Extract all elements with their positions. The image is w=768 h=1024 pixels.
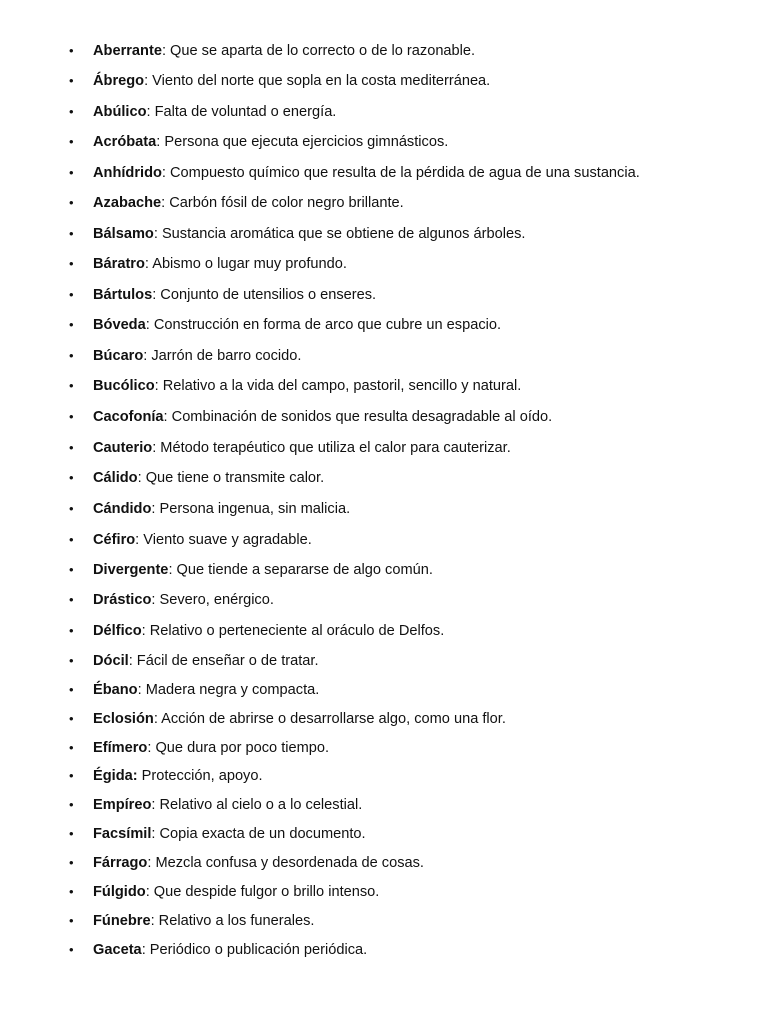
entry-definition: : Que despide fulgor o brillo intenso. — [145, 884, 380, 900]
entry-term: Ábrego — [93, 73, 145, 89]
entry-definition: : Mezcla confusa y desordenada de cosas. — [147, 855, 424, 871]
glossary-entry — [66, 499, 350, 519]
glossary-entry — [66, 254, 347, 274]
entry-definition: : Sustancia aromática que se obtiene de algunos árboles. — [153, 226, 526, 242]
glossary-entry — [66, 766, 263, 786]
bullet-icon: • — [69, 348, 74, 363]
entry-definition: : Conjunto de utensilios o enseres. — [152, 287, 377, 303]
entry-definition: : Periódico o publicación periódica. — [141, 942, 368, 958]
bullet-icon: • — [69, 73, 74, 88]
bullet-icon: • — [69, 287, 74, 302]
glossary-entry — [66, 940, 367, 960]
entry-definition: : Relativo o perteneciente al oráculo de Delfos. — [141, 623, 445, 639]
entry-definition: : Relativo a la vida del campo, pastoril, sencillo y natural. — [154, 378, 522, 394]
entry-definition: : Persona que ejecuta ejercicios gimnásticos. — [156, 134, 449, 150]
glossary-entry — [66, 376, 521, 396]
entry-term: Gaceta — [93, 942, 142, 958]
entry-term: Fúlgido — [93, 884, 146, 900]
bullet-icon: • — [69, 226, 74, 241]
bullet-icon: • — [69, 409, 74, 424]
entry-definition: : Viento suave y agradable. — [135, 532, 312, 548]
glossary-entry — [66, 621, 444, 641]
entry-term: Cacofonía — [93, 409, 164, 425]
entry-definition: : Acción de abrirse o desarrollarse algo, como una flor. — [153, 711, 506, 727]
glossary-entry — [66, 709, 506, 729]
glossary-entry — [66, 590, 274, 610]
bullet-icon: • — [69, 43, 74, 58]
entry-term: Bálsamo — [93, 226, 154, 242]
glossary-entry — [66, 468, 324, 488]
entry-definition: : Construcción en forma de arco que cubre un espacio. — [145, 317, 502, 333]
glossary-entry — [66, 882, 379, 902]
entry-term: Cándido — [93, 501, 152, 517]
bullet-icon: • — [69, 592, 74, 607]
glossary-entry — [66, 911, 314, 931]
entry-definition: : Carbón fósil de color negro brillante. — [161, 195, 404, 211]
entry-term: Empíreo — [93, 797, 152, 813]
entry-definition: : Copia exacta de un documento. — [151, 826, 366, 842]
glossary-entry — [66, 346, 301, 366]
entry-term: Cauterio — [93, 440, 153, 456]
entry-definition: : Persona ingenua, sin malicia. — [151, 501, 351, 517]
entry-definition: : Compuesto químico que resulta de la pérdida de agua de una sustancia. — [161, 165, 640, 181]
entry-term: Azabache — [93, 195, 162, 211]
entry-term: Acróbata — [93, 134, 157, 150]
entry-term: Délfico — [93, 623, 142, 639]
bullet-icon: • — [69, 942, 74, 957]
bullet-icon: • — [69, 256, 74, 271]
bullet-icon: • — [69, 165, 74, 180]
entry-definition: : Relativo al cielo o a lo celestial. — [151, 797, 363, 813]
glossary-entry — [66, 738, 329, 758]
bullet-icon: • — [69, 501, 74, 516]
entry-definition: : Combinación de sonidos que resulta desagradable al oído. — [163, 409, 553, 425]
bullet-icon: • — [69, 378, 74, 393]
glossary-entry — [66, 285, 376, 305]
glossary-entry — [66, 41, 475, 61]
bullet-icon: • — [69, 653, 74, 668]
entry-term: Drástico — [93, 592, 152, 608]
glossary-entry — [66, 560, 433, 580]
entry-definition: : Viento del norte que sopla en la costa mediterránea. — [144, 73, 491, 89]
bullet-icon: • — [69, 134, 74, 149]
entry-definition: : Severo, enérgico. — [151, 592, 274, 608]
glossary-entry — [66, 853, 424, 873]
glossary-entry — [66, 315, 501, 335]
entry-term: Égida: — [93, 768, 138, 784]
bullet-icon: • — [69, 768, 74, 783]
bullet-icon: • — [69, 711, 74, 726]
glossary-entry — [66, 407, 552, 427]
bullet-icon: • — [69, 682, 74, 697]
entry-term: Anhídrido — [93, 165, 162, 181]
entry-term: Ébano — [93, 682, 138, 698]
entry-definition: : Que dura por poco tiempo. — [147, 740, 330, 756]
entry-term: Eclosión — [93, 711, 154, 727]
glossary-entry — [66, 224, 525, 244]
glossary-entry — [66, 530, 312, 550]
entry-term: Céfiro — [93, 532, 136, 548]
entry-term: Báratro — [93, 256, 145, 272]
entry-definition: : Que tiende a separarse de algo común. — [168, 562, 433, 578]
bullet-icon: • — [69, 317, 74, 332]
glossary-entry — [66, 680, 319, 700]
entry-definition: : Que tiene o transmite calor. — [137, 470, 325, 486]
bullet-icon: • — [69, 440, 74, 455]
entry-term: Facsímil — [93, 826, 152, 842]
bullet-icon: • — [69, 797, 74, 812]
bullet-icon: • — [69, 104, 74, 119]
glossary-entry — [66, 132, 448, 152]
entry-definition: : Falta de voluntad o energía. — [146, 104, 337, 120]
glossary-entry — [66, 824, 366, 844]
entry-definition: : Fácil de enseñar o de tratar. — [128, 653, 319, 669]
bullet-icon: • — [69, 623, 74, 638]
entry-definition: Protección, apoyo. — [137, 768, 263, 784]
entry-term: Fúnebre — [93, 913, 151, 929]
entry-term: Efímero — [93, 740, 148, 756]
entry-term: Dócil — [93, 653, 129, 669]
glossary-entry — [66, 651, 319, 671]
entry-definition: : Jarrón de barro cocido. — [143, 348, 302, 364]
glossary-entry — [66, 795, 362, 815]
entry-term: Cálido — [93, 470, 138, 486]
entry-term: Aberrante — [93, 43, 162, 59]
bullet-icon: • — [69, 195, 74, 210]
bullet-icon: • — [69, 562, 74, 577]
entry-definition: : Madera negra y compacta. — [137, 682, 320, 698]
entry-definition: : Relativo a los funerales. — [150, 913, 315, 929]
glossary-entry — [66, 193, 404, 213]
bullet-icon: • — [69, 826, 74, 841]
entry-term: Bártulos — [93, 287, 153, 303]
entry-definition: : Que se aparta de lo correcto o de lo razonable. — [161, 43, 476, 59]
entry-term: Bóveda — [93, 317, 146, 333]
bullet-icon: • — [69, 884, 74, 899]
entry-term: Fárrago — [93, 855, 148, 871]
entry-term: Divergente — [93, 562, 169, 578]
bullet-icon: • — [69, 855, 74, 870]
glossary-entry — [66, 163, 640, 183]
bullet-icon: • — [69, 913, 74, 928]
entry-definition: : Abismo o lugar muy profundo. — [144, 256, 347, 272]
entry-term: Bucólico — [93, 378, 155, 394]
glossary-entry — [66, 71, 490, 91]
bullet-icon: • — [69, 532, 74, 547]
entry-term: Abúlico — [93, 104, 147, 120]
glossary-entry — [66, 102, 336, 122]
bullet-icon: • — [69, 740, 74, 755]
glossary-entry — [66, 438, 511, 458]
bullet-icon: • — [69, 470, 74, 485]
entry-term: Búcaro — [93, 348, 144, 364]
entry-definition: : Método terapéutico que utiliza el calor para cauterizar. — [152, 440, 511, 456]
